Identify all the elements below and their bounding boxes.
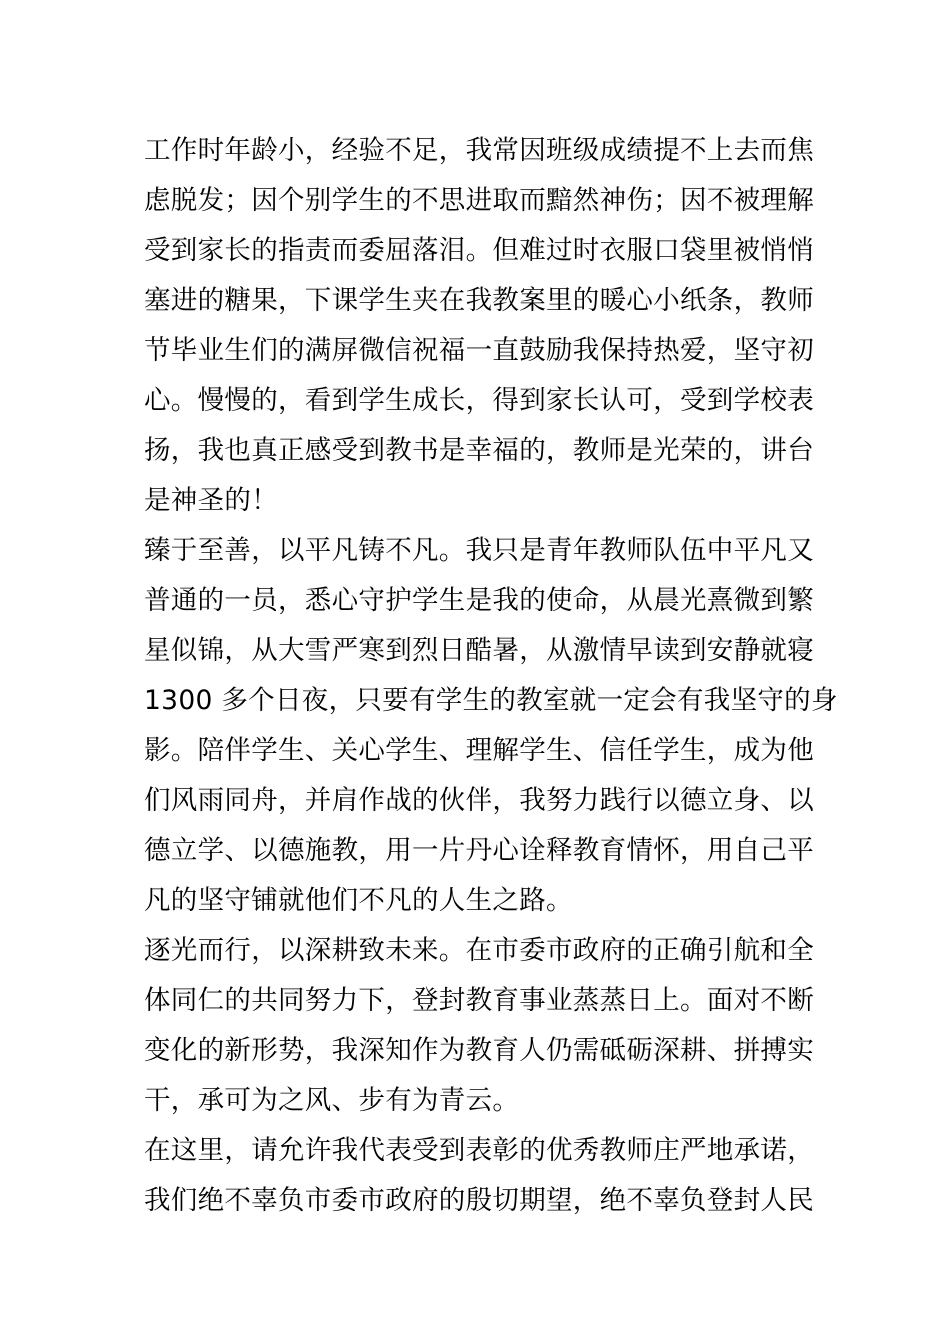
- text-line: 星似锦，从大雪严寒到烈日酷暑，从激情早读到安静就寝: [144, 635, 814, 666]
- text-line: 体同仁的共同努力下，登封教育事业蒸蒸日上。面对不断: [144, 985, 814, 1016]
- text-line: 节毕业生们的满屏微信祝福一直鼓励我保持热爱，坚守初: [144, 335, 814, 366]
- text-line: 逐光而行，以深耕致未来。在市委市政府的正确引航和全: [144, 935, 814, 966]
- text-line: 扬，我也真正感受到教书是幸福的，教师是光荣的，讲台: [144, 435, 814, 466]
- text-line: 塞进的糖果，下课学生夹在我教案里的暖心小纸条，教师: [144, 285, 814, 316]
- text-line: 变化的新形势，我深知作为教育人仍需砥砺深耕、拼搏实: [144, 1035, 814, 1066]
- text-line: 在这里，请允许我代表受到表彰的优秀教师庄严地承诺，: [144, 1135, 814, 1166]
- text-line: 我们绝不辜负市委市政府的殷切期望，绝不辜负登封人民: [144, 1185, 814, 1216]
- document-page: [144, 126, 838, 1226]
- text-line: 虑脱发；因个别学生的不思进取而黯然神伤；因不被理解: [144, 185, 814, 216]
- paragraph-1: [144, 126, 824, 526]
- text-line: 工作时年龄小，经验不足，我常因班级成绩提不上去而焦: [144, 135, 814, 166]
- text-line: 影。陪伴学生、关心学生、理解学生、信任学生，成为他: [144, 735, 814, 766]
- paragraph-4: [144, 1126, 824, 1226]
- text-line: 1300 多个日夜，只要有学生的教室就一定会有我坚守的身: [144, 685, 838, 716]
- text-line: 干，承可为之风、步有为青云。: [144, 1085, 520, 1116]
- text-line: 臻于至善，以平凡铸不凡。我只是青年教师队伍中平凡又: [144, 535, 814, 566]
- text-line: 心。慢慢的，看到学生成长，得到家长认可，受到学校表: [144, 385, 814, 416]
- text-line: 凡的坚守铺就他们不凡的人生之路。: [144, 885, 573, 916]
- text-line: 是神圣的！: [144, 485, 278, 516]
- paragraph-2: [144, 526, 838, 926]
- text-line: 受到家长的指责而委屈落泪。但难过时衣服口袋里被悄悄: [144, 235, 814, 266]
- text-line: 德立学、以德施教，用一片丹心诠释教育情怀，用自己平: [144, 835, 814, 866]
- text-line: 普通的一员，悉心守护学生是我的使命，从晨光熹微到繁: [144, 585, 814, 616]
- text-line: 们风雨同舟，并肩作战的伙伴，我努力践行以德立身、以: [144, 785, 814, 816]
- paragraph-3: [144, 926, 824, 1126]
